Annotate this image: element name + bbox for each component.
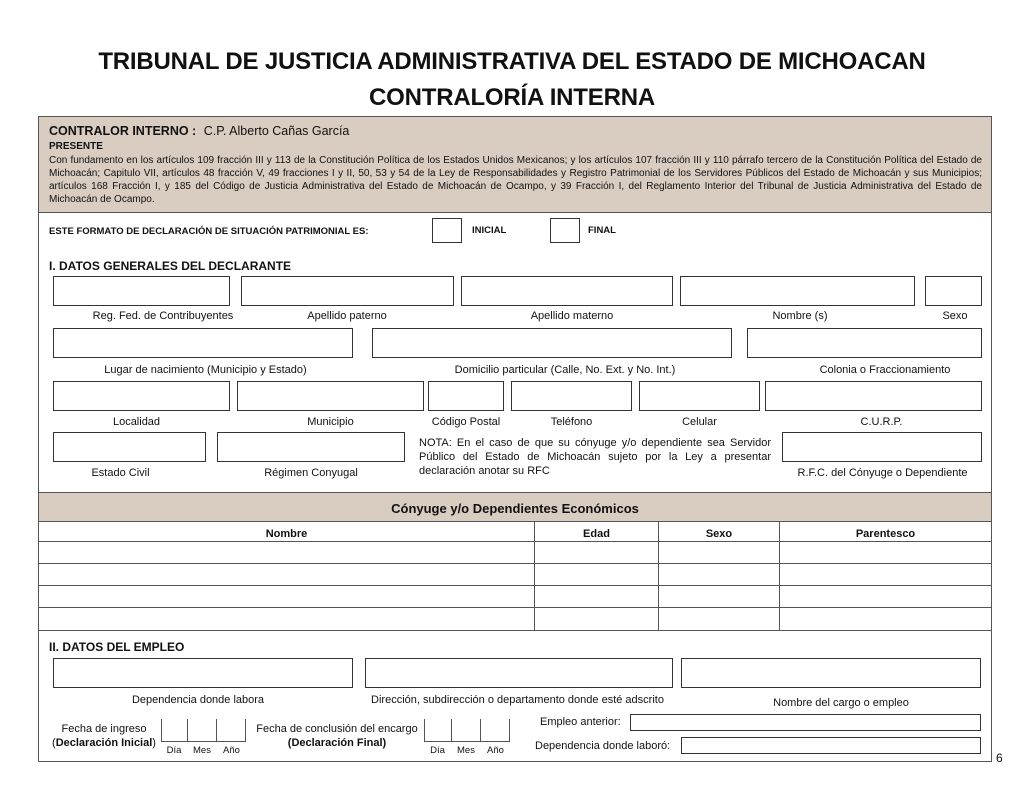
rfc-label: Reg. Fed. de Contribuyentes xyxy=(92,310,234,322)
codigo-postal-label: Código Postal xyxy=(431,416,501,428)
table-row xyxy=(38,563,992,564)
column-divider xyxy=(779,521,780,630)
final-checkbox[interactable] xyxy=(550,218,580,243)
rfc-conyuge-label: R.F.C. del Cónyuge o Dependiente xyxy=(797,467,968,479)
contralor-line xyxy=(49,124,349,138)
anio-label: Año xyxy=(223,745,240,756)
mes-label: Mes xyxy=(457,745,475,756)
declaracion-inicial-text: Declaración Inicial xyxy=(55,737,153,749)
sexo-field[interactable] xyxy=(925,276,982,306)
direccion-adscrito-field[interactable] xyxy=(365,658,673,688)
localidad-label: Localidad xyxy=(112,416,161,428)
colonia-field[interactable] xyxy=(747,328,982,358)
rfc-field[interactable] xyxy=(53,276,230,306)
col-edad-header: Edad xyxy=(583,528,610,540)
fecha-ingreso-label: Fecha de ingreso xyxy=(61,723,147,735)
dependencia-field[interactable] xyxy=(53,658,353,688)
fecha-conclusion-label: Fecha de conclusión del encargo xyxy=(256,723,418,735)
anio-label: Año xyxy=(487,745,504,756)
codigo-postal-field[interactable] xyxy=(428,381,504,411)
cargo-label: Nombre del cargo o empleo xyxy=(773,697,909,709)
nota-text: NOTA: En el caso de que su cónyuge y/o dependiente sea Servidor Público del Estado de Michoacán sujeto por la Ley a presentar declaración anotar su RFC xyxy=(419,437,771,477)
fecha-conclusion-input[interactable] xyxy=(424,718,510,741)
apellido-paterno-label: Apellido paterno xyxy=(307,310,387,322)
contralor-label: CONTRALOR INTERNO : xyxy=(49,124,197,138)
presente-label: PRESENTE xyxy=(49,141,103,152)
paren-open: ( xyxy=(52,737,56,749)
lugar-nacimiento-field[interactable] xyxy=(53,328,353,358)
lugar-nacimiento-label: Lugar de nacimiento (Municipio y Estado) xyxy=(104,364,307,376)
celular-field[interactable] xyxy=(639,381,760,411)
dia-label: Día xyxy=(166,745,182,756)
empleo-anterior-label: Empleo anterior: xyxy=(540,716,621,728)
sexo-label: Sexo xyxy=(942,310,968,322)
estado-civil-field[interactable] xyxy=(53,432,206,462)
dependientes-title: Cónyuge y/o Dependientes Económicos xyxy=(391,501,639,516)
declaracion-final-label: (Declaración Final) xyxy=(287,737,387,749)
telefono-field[interactable] xyxy=(511,381,632,411)
table-row xyxy=(38,607,992,608)
municipio-field[interactable] xyxy=(237,381,424,411)
section-datos-generales-title: I. DATOS GENERALES DEL DECLARANTE xyxy=(49,259,292,273)
mes-label: Mes xyxy=(193,745,211,756)
apellido-paterno-field[interactable] xyxy=(241,276,454,306)
regimen-conyugal-label: Régimen Conyugal xyxy=(264,467,358,479)
fecha-ingreso-input[interactable] xyxy=(161,718,246,741)
paren-close: ) xyxy=(152,737,156,749)
curp-field[interactable] xyxy=(765,381,982,411)
inicial-label: INICIAL xyxy=(472,225,507,236)
date-baseline xyxy=(161,741,246,742)
nombre-label: Nombre (s) xyxy=(772,310,828,322)
domicilio-label: Domicilio particular (Calle, No. Ext. y No. Int.) xyxy=(454,364,676,376)
dependencia-laboro-field[interactable] xyxy=(681,737,981,754)
col-nombre-header: Nombre xyxy=(265,528,308,540)
inicial-checkbox[interactable] xyxy=(432,218,462,243)
formato-label: ESTE FORMATO DE DECLARACIÓN DE SITUACIÓN PATRIMONIAL ES: xyxy=(49,226,369,237)
section-datos-empleo-title: II. DATOS DEL EMPLEO xyxy=(49,640,185,654)
apellido-materno-label: Apellido materno xyxy=(530,310,614,322)
date-baseline xyxy=(424,741,510,742)
legal-basis-text: Con fundamento en los artículos 109 fracción III y 113 de la Constitución Política de los Estados Unidos Mexicanos; y los artículos 107 fracción III y 110 párrafo tercero de la Constitución Política del Estado de Michoacán; Capitulo VII, artículos 48 fracción V, 49 fracciones I y II, 50, 53 y 54 de la Ley de Responsabilidades y Registro Patrimonial de los Servidores Públicos del Estado de Michoacán y sus Municipios; artículos 168 Fracción I, y 185 del Código de Justicia Administrativa del Estado de Michoacán de Ocampo, y 39 Fracción I, del Reglamento Interior del Tribunal de Justicia Administrativa del Estado de Michoacán de Ocampo. xyxy=(49,155,982,205)
dependencia-laboro-label: Dependencia donde laboró: xyxy=(535,740,671,752)
column-divider xyxy=(534,521,535,630)
page-subtitle: CONTRALORÍA INTERNA xyxy=(369,84,655,111)
regimen-conyugal-field[interactable] xyxy=(217,432,405,462)
contralor-name: C.P. Alberto Cañas García xyxy=(203,124,350,138)
declaracion-inicial-label xyxy=(48,737,160,749)
page-title: TRIBUNAL DE JUSTICIA ADMINISTRATIVA DEL ESTADO DE MICHOACAN xyxy=(98,48,926,75)
dependencia-label: Dependencia donde labora xyxy=(131,694,265,706)
divider xyxy=(38,212,992,213)
domicilio-field[interactable] xyxy=(372,328,732,358)
col-parentesco-header: Parentesco xyxy=(855,528,916,540)
col-sexo-header: Sexo xyxy=(705,528,733,540)
apellido-materno-field[interactable] xyxy=(461,276,673,306)
rfc-conyuge-field[interactable] xyxy=(782,432,982,462)
divider xyxy=(38,521,992,522)
colonia-label: Colonia o Fraccionamiento xyxy=(819,364,951,376)
table-row xyxy=(38,630,992,631)
estado-civil-label: Estado Civil xyxy=(91,467,150,479)
telefono-label: Teléfono xyxy=(550,416,593,428)
final-label: FINAL xyxy=(588,225,616,236)
page-number: 6 xyxy=(996,751,1003,765)
table-row xyxy=(38,541,992,542)
municipio-label: Municipio xyxy=(307,416,354,428)
empleo-anterior-field[interactable] xyxy=(630,714,981,731)
dia-label: Día xyxy=(430,745,445,756)
celular-label: Celular xyxy=(682,416,717,428)
curp-label: C.U.R.P. xyxy=(860,416,903,428)
table-row xyxy=(38,585,992,586)
cargo-field[interactable] xyxy=(681,658,981,688)
direccion-adscrito-label: Dirección, subdirección o departamento donde esté adscrito xyxy=(371,694,664,706)
nombre-field[interactable] xyxy=(680,276,915,306)
localidad-field[interactable] xyxy=(53,381,230,411)
column-divider xyxy=(658,521,659,630)
